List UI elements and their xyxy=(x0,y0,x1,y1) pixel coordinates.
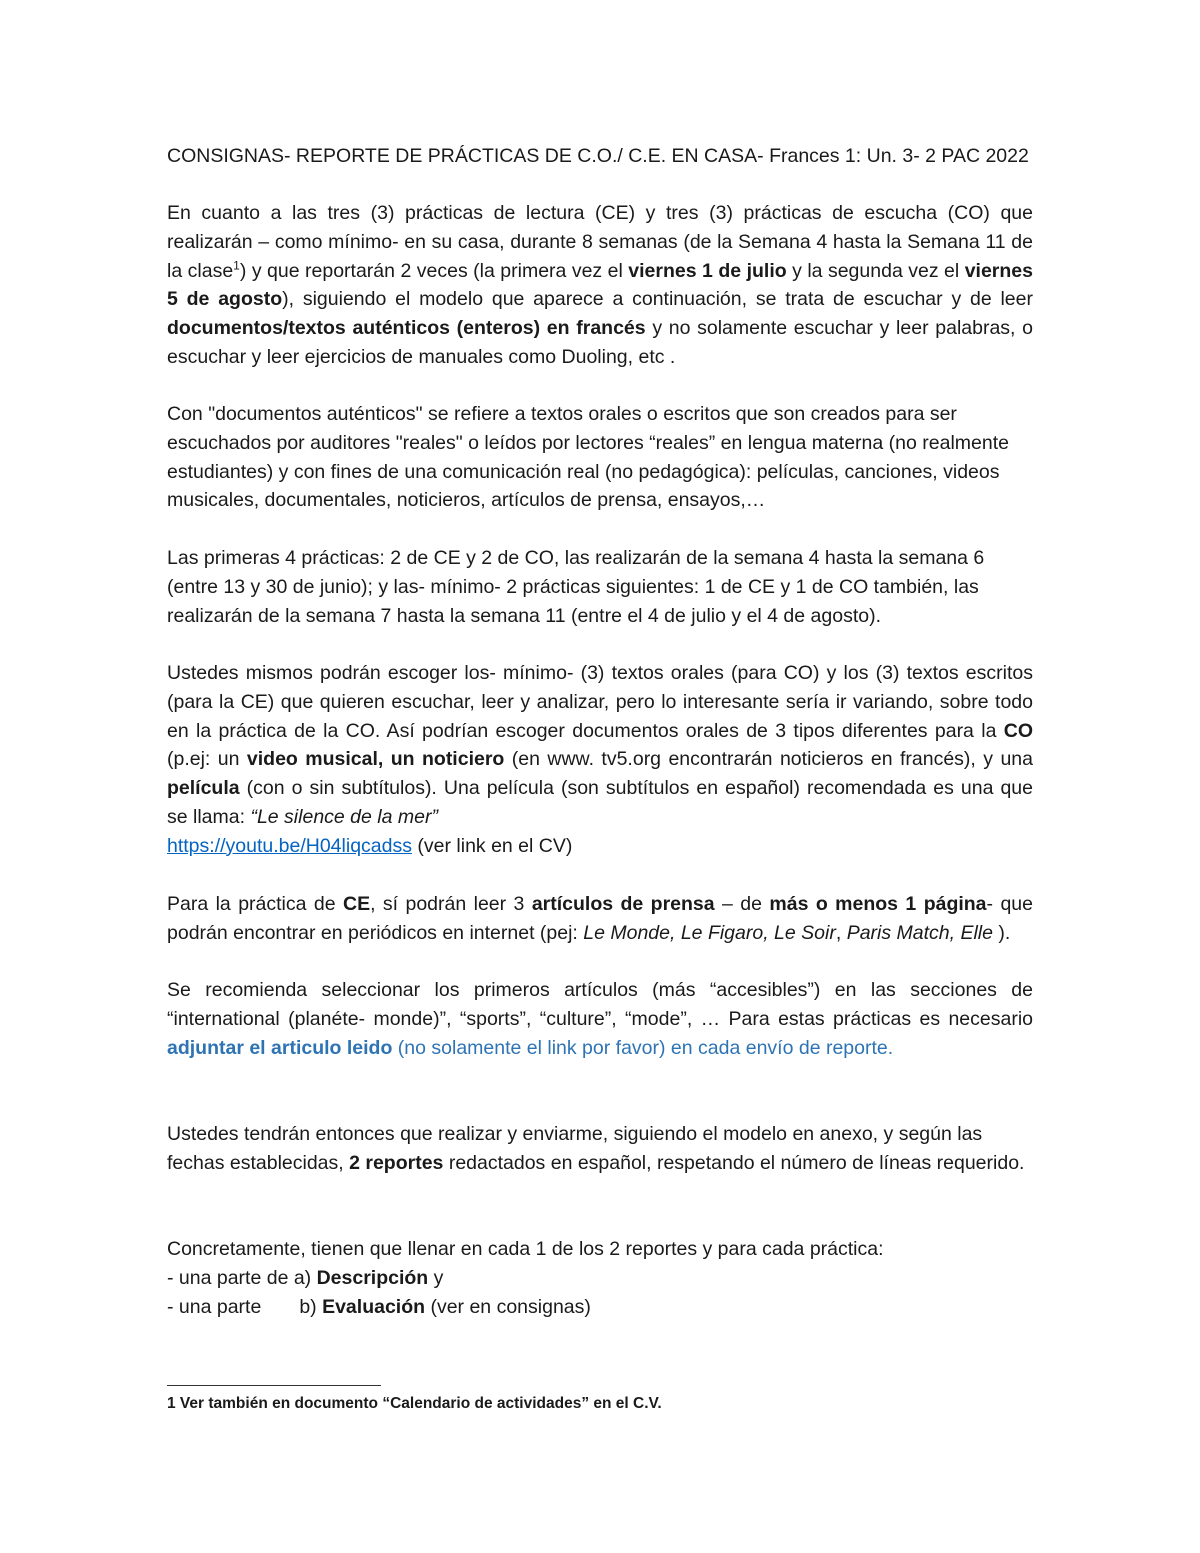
text-run: En cuanto a las tres (3) prácticas de lectura (CE) y tres (3) prácticas de escucha (CO) que realizarán – como mínimo- en su casa, durante 8 semanas (de la Semana 4 hasta la Semana 11 de la clase xyxy=(167,202,1033,282)
paragraph-choices xyxy=(167,659,1033,861)
text-run: (ver link en el CV) xyxy=(411,834,573,857)
emphasis-pelicula: película xyxy=(167,777,240,800)
document-title: CONSIGNAS- REPORTE DE PRÁCTICAS DE C.O./ C.E. EN CASA- Frances 1: Un. 3- 2 PAC 2022 xyxy=(167,145,1029,167)
film-title: “Le silence de la mer” xyxy=(250,805,438,828)
paragraph-reports xyxy=(167,1120,1033,1178)
date-first-report: viernes 1 de julio xyxy=(628,259,787,282)
text-run: Se recomienda seleccionar los primeros artículos (más “accesibles”) en las secciones de “international (planéte- monde)”, “sports”, “culture”, “mode”, … Para estas prácticas es necesario xyxy=(167,979,1033,1030)
list-item-description xyxy=(167,1264,1033,1293)
emphasis-articles: artículos de prensa xyxy=(531,893,715,915)
emphasis-length: más o menos 1 página xyxy=(769,893,987,915)
paragraph-intro xyxy=(167,199,1033,372)
text-run: - una parte xyxy=(167,1295,262,1318)
paragraph-schedule: Las primeras 4 prácticas: 2 de CE y 2 de CO, las realizarán de la semana 4 hasta la semana 6 (entre 13 y 30 de junio); y las- mínimo- 2 prácticas siguientes: 1 de CE y 1 de CO también, las realizarán de la semana 7 hasta la semana 11 (entre el 4 de julio y el 4 de agosto). xyxy=(167,547,985,627)
emphasis-types: video musical, un noticiero xyxy=(246,748,505,771)
emphasis-reports: 2 reportes xyxy=(349,1151,444,1174)
text-run: b) xyxy=(299,1295,323,1318)
footnote: 1 Ver también en documento “Calendario de actividades” en el C.V. xyxy=(167,1395,662,1412)
emphasis-authentic-docs: documentos/textos auténticos (enteros) en francés xyxy=(167,317,646,340)
instructions-intro: Concretamente, tienen que llenar en cada 1 de los 2 reportes y para cada práctica: xyxy=(167,1238,884,1260)
text-run: Ustedes tendrán entonces que realizar y enviarme, siguiendo el modelo en anexo, y según las fechas establecidas, xyxy=(167,1123,983,1174)
paragraph-recommendation xyxy=(167,976,1033,1062)
paragraph-ce-practice xyxy=(167,890,1033,948)
emphasis-descripcion: Descripción xyxy=(316,1266,429,1289)
text-run: - que podrán encontrar en periódicos en internet (pej: xyxy=(167,893,1033,944)
text-run: (en www. tv5.org encontrarán noticieros en francés), y una xyxy=(504,748,1033,771)
text-run: (con o sin subtítulos). Una película (son subtítulos en español) recomendada es una que se llama: xyxy=(167,777,1033,828)
magazine-names: Paris Match, Elle xyxy=(846,921,993,944)
text-run: y no solamente escuchar y leer palabras, o escuchar y leer ejercicios de manuales como Duoling, etc . xyxy=(167,317,1034,368)
text-run: , xyxy=(835,921,847,944)
text-run: Ustedes mismos podrán escoger los- mínimo- (3) textos orales (para CO) y los (3) textos escritos (para la CE) que quieren escuchar, leer y analizar, pero lo interesante sería ir variando, sobre todo en la práctica de la CO. Así podrían escoger documentos orales de 3 tipos diferentes para la xyxy=(167,662,1033,742)
text-run: redactados en español, respetando el número de líneas requerido. xyxy=(443,1151,1025,1174)
paragraph-instructions xyxy=(167,1235,1033,1321)
text-run: y xyxy=(428,1266,444,1289)
list-item-evaluation xyxy=(167,1293,1033,1322)
emphasis-ce: CE xyxy=(342,893,371,915)
text-run: , sí podrán leer 3 xyxy=(370,893,532,915)
emphasis-evaluacion: Evaluación xyxy=(322,1295,426,1318)
text-run: - una parte de a) xyxy=(167,1266,317,1289)
newspaper-names: Le Monde, Le Figaro, Le Soir xyxy=(583,921,836,944)
text-run: (ver en consignas) xyxy=(425,1295,591,1318)
footnote-ref[interactable]: 1 xyxy=(233,258,240,273)
text-run: ). xyxy=(993,921,1011,944)
text-run: (p.ej: un xyxy=(167,748,247,771)
emphasis-co: CO xyxy=(1003,719,1033,742)
youtube-link[interactable]: https://youtu.be/H04liqcadss xyxy=(167,834,412,857)
text-run: Para la práctica de xyxy=(167,893,343,915)
text-run: ) y que reportarán 2 veces (la primera vez el xyxy=(239,259,629,282)
blue-note: (no solamente el link por favor) en cada envío de reporte. xyxy=(392,1036,894,1059)
text-run: – de xyxy=(714,893,770,915)
emphasis-attach: adjuntar el articulo leido xyxy=(167,1036,393,1059)
date-second-report: viernes 5 de agosto xyxy=(167,259,1033,311)
paragraph-authentic-docs: Con "documentos auténticos" se refiere a textos orales o escritos que son creados para ser escuchados por auditores "reales" o leídos por lectores “reales” en lengua materna (no realmente estudiantes) y con fines de una comunicación real (no pedagógica): películas, canciones, videos musicales, documentales, noticieros, artículos de prensa, ensayos,… xyxy=(167,403,1009,512)
text-run: ), siguiendo el modelo que aparece a continuación, se trata de escuchar y de leer xyxy=(282,288,1033,311)
footnote-separator xyxy=(167,1385,381,1386)
text-run: y la segunda vez el xyxy=(786,259,965,282)
